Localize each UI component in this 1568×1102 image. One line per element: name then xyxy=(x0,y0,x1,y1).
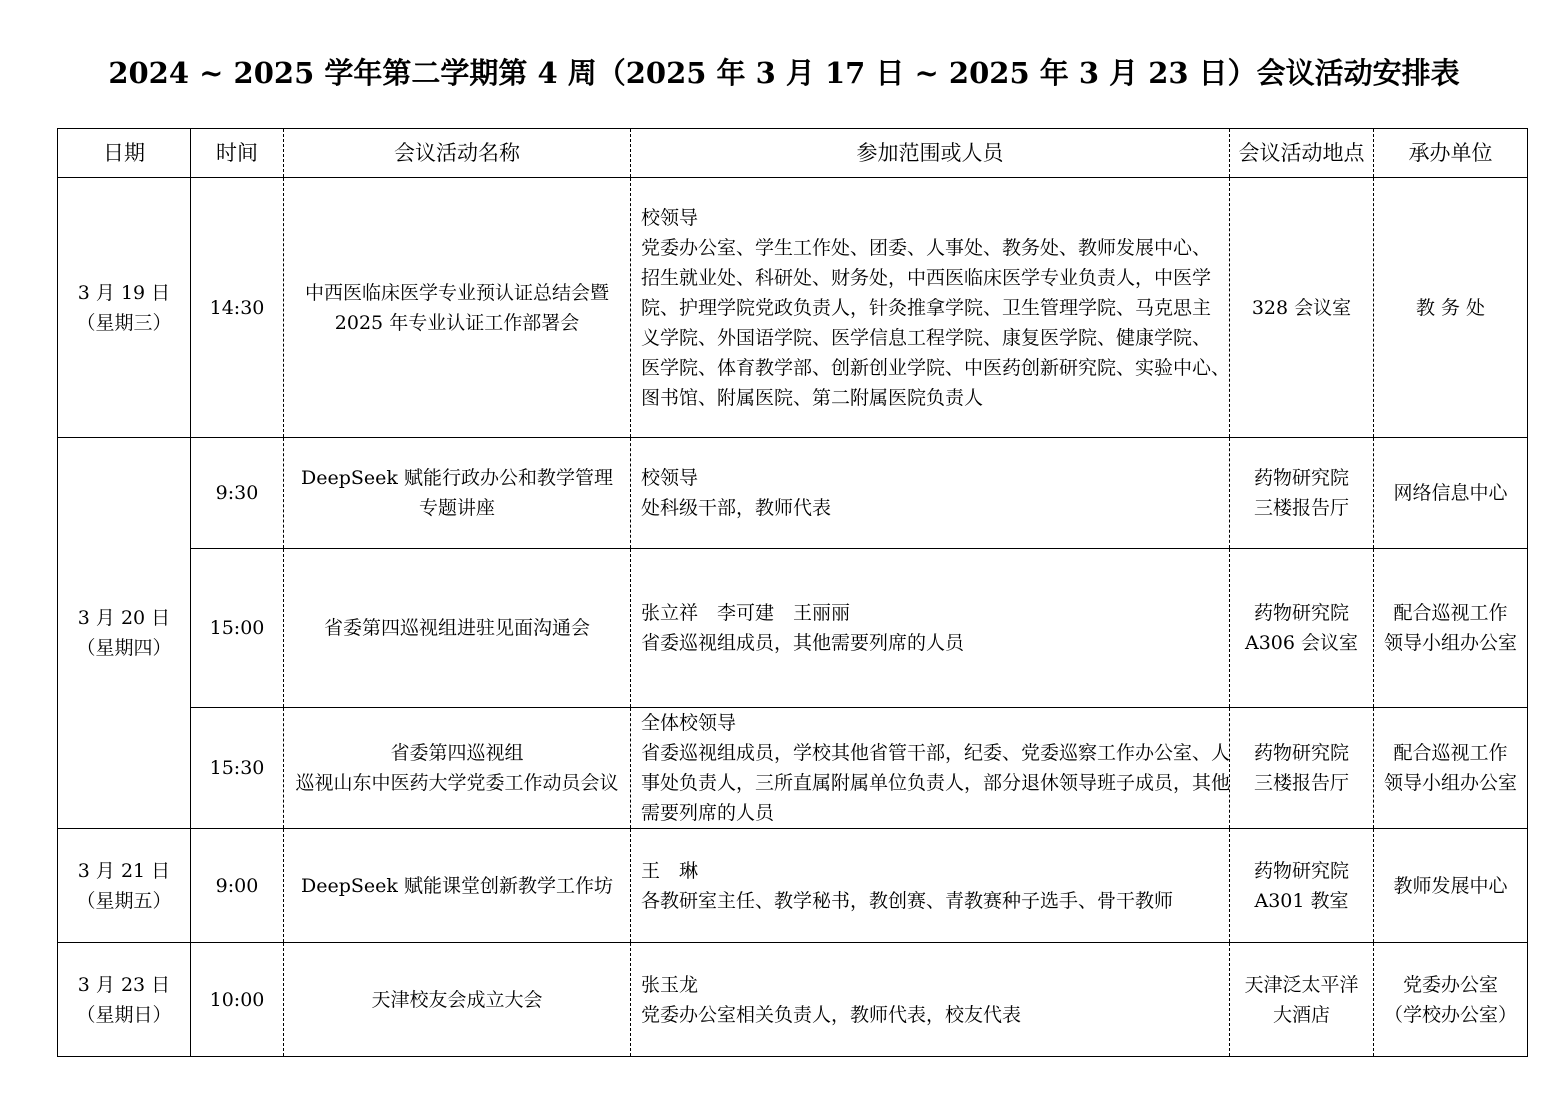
host-line: 党委办公室 xyxy=(1402,973,1498,996)
location-line: 三楼报告厅 xyxy=(1253,497,1349,519)
host-line: 配合巡视工作 xyxy=(1393,742,1508,764)
location-line: 天津泛太平洋 xyxy=(1244,973,1359,996)
participants-line: 招生就业处、科研处、财务处，中西医临床医学专业负责人，中医学 xyxy=(641,266,1212,289)
participants-cell xyxy=(631,943,1230,1057)
participants-line: 党委办公室、学生工作处、团委、人事处、教务处、教师发展中心、 xyxy=(641,236,1212,259)
host-cell xyxy=(1374,708,1528,829)
location-cell xyxy=(1230,178,1374,438)
time-cell: 10:00 xyxy=(191,943,284,1057)
host-line: （学校办公室） xyxy=(1383,1003,1517,1026)
time-cell: 14:30 xyxy=(191,178,284,438)
host-cell xyxy=(1374,549,1528,708)
participants-line: 王 琳 xyxy=(641,859,699,882)
table-row xyxy=(58,549,1528,708)
participants-line: 院、护理学院党政负责人，针灸推拿学院、卫生管理学院、马克思主 xyxy=(641,296,1212,319)
header-row xyxy=(58,129,1528,178)
activity-name-line: 天津校友会成立大会 xyxy=(371,988,543,1011)
activity-name-line: 专题讲座 xyxy=(418,497,495,519)
location-cell xyxy=(1230,943,1374,1057)
weekday-text: （星期四） xyxy=(76,637,172,659)
location-line: 328 会议室 xyxy=(1251,296,1352,319)
participants-cell xyxy=(631,708,1230,829)
schedule-table xyxy=(57,128,1528,1057)
weekday-text: （星期日） xyxy=(76,1003,172,1026)
location-cell xyxy=(1230,438,1374,549)
host-cell xyxy=(1374,943,1528,1057)
host-line: 领导小组办公室 xyxy=(1383,632,1517,654)
participants-line: 张立祥 李可建 王丽丽 xyxy=(641,602,851,624)
participants-line: 校领导 xyxy=(641,206,699,229)
activity-name-cell xyxy=(284,178,631,438)
participants-cell xyxy=(631,549,1230,708)
host-cell xyxy=(1374,178,1528,438)
table-row xyxy=(58,708,1528,829)
activity-name-line: DeepSeek 赋能课堂创新教学工作坊 xyxy=(301,874,613,897)
location-line: A301 教室 xyxy=(1254,889,1349,912)
location-line: 药物研究院 xyxy=(1253,602,1349,624)
participants-line: 义学院、外国语学院、医学信息工程学院、康复医学院、健康学院、 xyxy=(641,326,1212,349)
participants-cell xyxy=(631,438,1230,549)
header-date: 日期 xyxy=(58,129,191,178)
date-text: 3 月 23 日 xyxy=(77,973,171,996)
header-host: 承办单位 xyxy=(1374,129,1528,178)
location-line: 三楼报告厅 xyxy=(1253,772,1349,794)
date-cell xyxy=(58,438,191,829)
table-row xyxy=(58,438,1528,549)
date-cell xyxy=(58,829,191,943)
participants-line: 需要列席的人员 xyxy=(641,802,775,824)
activity-name-line: 省委第四巡视组进驻见面沟通会 xyxy=(323,617,590,639)
location-line: A306 会议室 xyxy=(1244,632,1359,654)
participants-line: 张玉龙 xyxy=(641,973,699,996)
date-cell xyxy=(58,943,191,1057)
table-row xyxy=(58,178,1528,438)
time-cell: 15:30 xyxy=(191,708,284,829)
participants-line: 医学院、体育教学部、创新创业学院、中医药创新研究院、实验中心、 xyxy=(641,356,1231,379)
time-cell: 15:00 xyxy=(191,549,284,708)
participants-line: 处科级干部，教师代表 xyxy=(641,497,832,519)
table-row xyxy=(58,943,1528,1057)
time-cell: 9:30 xyxy=(191,438,284,549)
participants-cell xyxy=(631,829,1230,943)
participants-line: 校领导 xyxy=(641,467,699,489)
activity-name-line: 省委第四巡视组 xyxy=(390,742,524,764)
host-line: 教师发展中心 xyxy=(1393,874,1508,897)
time-cell: 9:00 xyxy=(191,829,284,943)
activity-name-cell xyxy=(284,708,631,829)
date-text: 3 月 21 日 xyxy=(77,859,171,882)
participants-line: 各教研室主任、教学秘书，教创赛、青教赛种子选手、骨干教师 xyxy=(641,889,1174,912)
date-text: 3 月 19 日 xyxy=(77,281,171,304)
location-line: 大酒店 xyxy=(1272,1003,1330,1026)
date-text: 3 月 20 日 xyxy=(77,607,171,629)
activity-name-cell xyxy=(284,829,631,943)
location-line: 药物研究院 xyxy=(1253,859,1349,882)
participants-line: 党委办公室相关负责人，教师代表，校友代表 xyxy=(641,1003,1022,1026)
activity-name-cell xyxy=(284,549,631,708)
participants-line: 省委巡视组成员，其他需要列席的人员 xyxy=(641,632,965,654)
host-line: 教 务 处 xyxy=(1415,296,1486,319)
host-line: 配合巡视工作 xyxy=(1393,602,1508,624)
participants-line: 省委巡视组成员，学校其他省管干部，纪委、党委巡察工作办公室、人 xyxy=(641,742,1231,764)
date-cell xyxy=(58,178,191,438)
location-cell xyxy=(1230,549,1374,708)
location-cell xyxy=(1230,829,1374,943)
location-line: 药物研究院 xyxy=(1253,742,1349,764)
activity-name-cell xyxy=(284,438,631,549)
activity-name-line: 2025 年专业认证工作部署会 xyxy=(334,311,580,334)
location-line: 药物研究院 xyxy=(1253,467,1349,489)
header-location: 会议活动地点 xyxy=(1230,129,1374,178)
table-row xyxy=(58,829,1528,943)
page-title: 2024 ~ 2025 学年第二学期第 4 周（2025 年 3 月 17 日 ~ 2025 年 3 月 23 日）会议活动安排表 xyxy=(108,56,1460,90)
participants-line: 事处负责人，三所直属附属单位负责人，部分退休领导班子成员，其他 xyxy=(641,772,1231,794)
weekday-text: （星期三） xyxy=(76,311,172,334)
activity-name-cell xyxy=(284,943,631,1057)
weekday-text: （星期五） xyxy=(76,889,172,912)
header-name: 会议活动名称 xyxy=(284,129,631,178)
participants-line: 图书馆、附属医院、第二附属医院负责人 xyxy=(641,386,984,409)
host-line: 网络信息中心 xyxy=(1393,482,1508,504)
header-participants: 参加范围或人员 xyxy=(631,129,1230,178)
host-cell xyxy=(1374,829,1528,943)
location-cell xyxy=(1230,708,1374,829)
activity-name-line: 中西医临床医学专业预认证总结会暨 xyxy=(304,281,609,304)
host-cell xyxy=(1374,438,1528,549)
host-line: 领导小组办公室 xyxy=(1383,772,1517,794)
participants-cell xyxy=(631,178,1230,438)
activity-name-line: 巡视山东中医药大学党委工作动员会议 xyxy=(295,772,619,794)
header-time: 时间 xyxy=(191,129,284,178)
activity-name-line: DeepSeek 赋能行政办公和教学管理 xyxy=(301,467,613,489)
participants-line: 全体校领导 xyxy=(641,712,737,734)
